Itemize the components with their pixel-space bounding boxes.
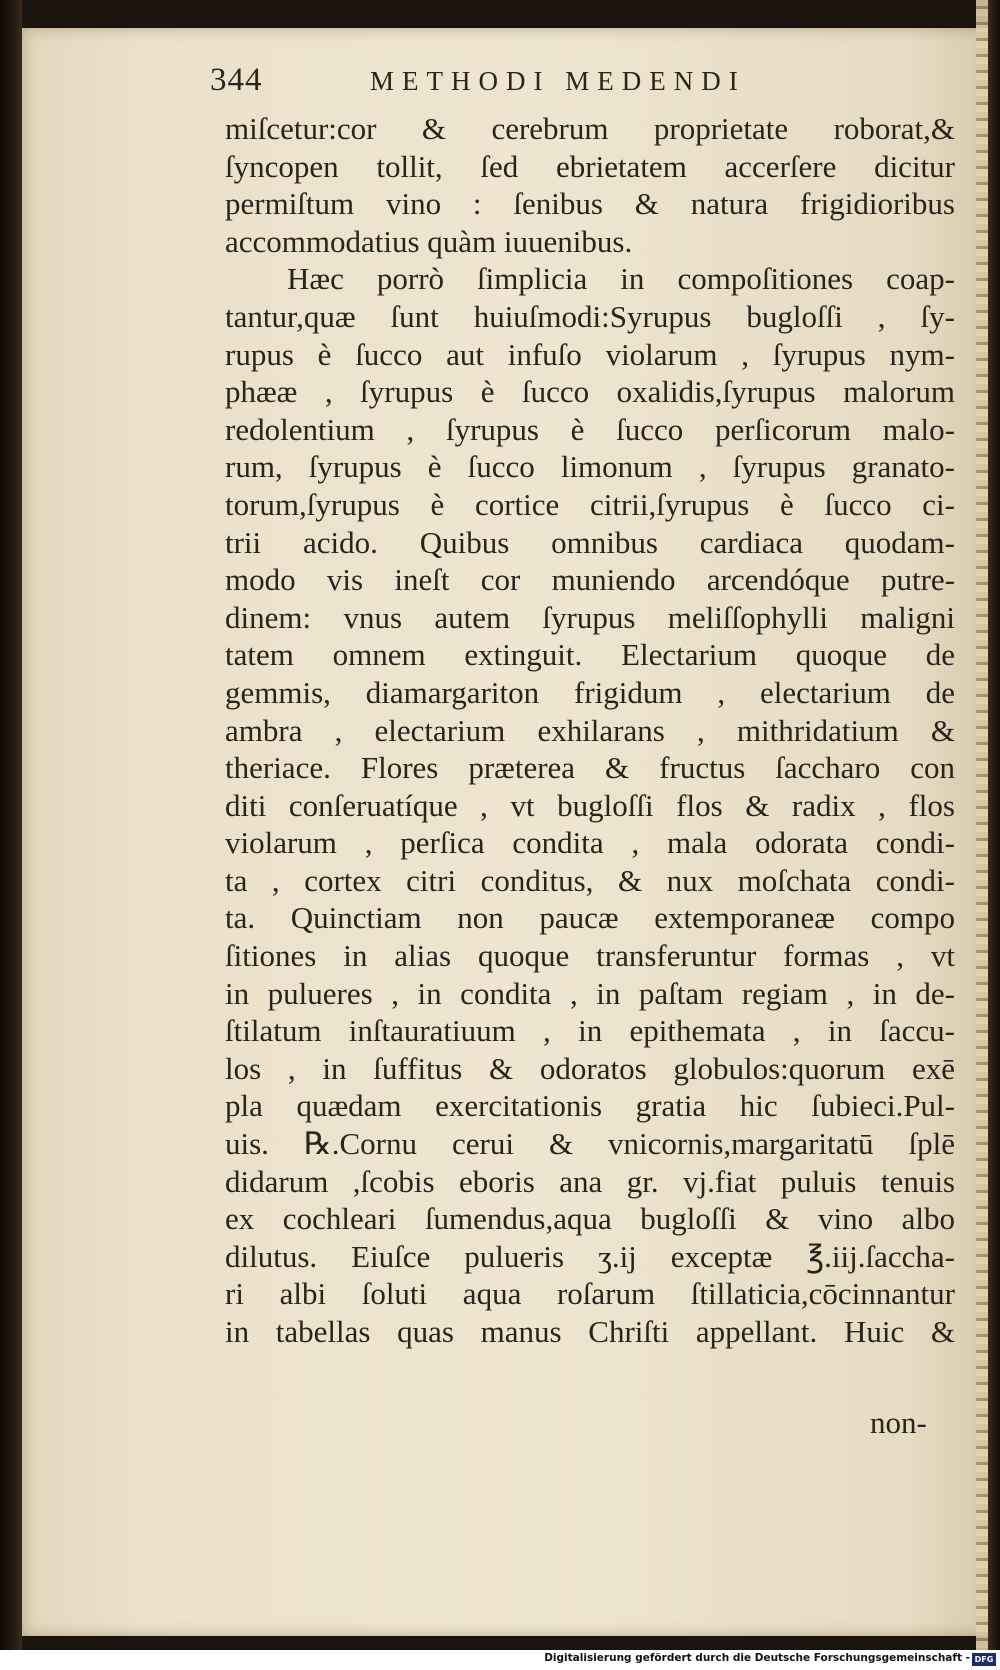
text-line: ta , cortex citri conditus, & nux moſchata condi-	[225, 862, 955, 898]
text-line: Hæc porrò ſimplicia in compoſitiones coap-	[287, 261, 955, 297]
text-line: ex cochleari ſumendus,aqua bugloſſi & vino albo	[225, 1201, 955, 1237]
book-spine	[988, 0, 1000, 1650]
text-line: permiſtum vino : ſenibus & natura frigidioribus	[225, 186, 955, 222]
catchword: non-	[870, 1405, 927, 1440]
text-line: miſcetur:cor & cerebrum proprietate roborat,&	[225, 111, 955, 146]
text-line: ſitiones in alias quoque transferuntur formas , vt	[225, 938, 955, 974]
text-line: rum, ſyrupus è ſucco limonum , ſyrupus granato-	[225, 449, 955, 485]
text-line: torum,ſyrupus è cortice citrii,ſyrupus è ſucco ci-	[225, 486, 955, 522]
text-line: ſtilatum inſtauratiuum , in epithemata , in ſaccu-	[225, 1013, 955, 1049]
page-number: 344	[210, 62, 263, 98]
text-line: theriace. Flores præterea & fructus ſaccharo con	[225, 750, 955, 786]
text-line: redolentium , ſyrupus è ſucco perſicorum malo-	[225, 411, 955, 447]
text-line: ambra , electarium exhilarans , mithridatium &	[225, 712, 955, 748]
book-board-edge	[0, 0, 22, 1650]
text-line: ri albi ſoluti aqua roſarum ſtillaticia,cōcinnantur	[225, 1276, 955, 1312]
text-line: in tabellas quas manus Chriſti appellant. Huic &	[225, 1314, 955, 1349]
running-head	[210, 62, 930, 112]
footer-bar	[0, 1650, 1000, 1670]
text-line: los , in ſuffitus & odoratos globulos:quorum exē	[225, 1050, 955, 1086]
text-line: in pulueres , in condita , in paſtam regiam , in de-	[225, 975, 955, 1011]
funding-credit: Digitalisierung gefördert durch die Deutsche Forschungsgemeinschaft -	[544, 1652, 970, 1664]
text-line: rupus è ſucco aut infuſo violarum , ſyrupus nym-	[225, 336, 955, 372]
text-line: violarum , perſica condita , mala odorata condi-	[225, 825, 955, 861]
text-line: didarum ,ſcobis eboris ana gr. vj.fiat puluis tenuis	[225, 1163, 955, 1199]
text-line: ſyncopen tollit, ſed ebrietatem accerſere dicitur	[225, 148, 955, 184]
text-line: dinem: vnus autem ſyrupus meliſſophylli maligni	[225, 599, 955, 635]
text-line: accommodatius quàm iuuenibus.	[225, 223, 633, 259]
text-line: pla quædam exercitationis gratia hic ſubieci.Pul-	[225, 1088, 955, 1124]
dfg-logo-icon: DFG	[972, 1653, 996, 1666]
text-line: phææ , ſyrupus è ſucco oxalidis,ſyrupus malorum	[225, 374, 955, 410]
text-line: modo vis ineſt cor muniendo arcendóque putre-	[225, 562, 955, 598]
text-line: diti conſeruatíque , vt bugloſſi flos & radix , flos	[225, 787, 955, 823]
text-line: tantur,quæ ſunt huiuſmodi:Syrupus bugloſſi , ſy-	[225, 298, 955, 334]
text-line: gemmis, diamargariton frigidum , electarium de	[225, 674, 955, 710]
text-line: uis. ℞.Cornu cerui & vnicornis,margaritatū ſplē	[225, 1126, 955, 1162]
text-line: trii acido. Quibus omnibus cardiaca quodam-	[225, 524, 955, 560]
text-line: ta. Quinctiam non paucæ extemporaneæ compo	[225, 900, 955, 936]
body-text	[225, 110, 955, 1351]
text-line: dilutus. Eiuſce pulueris ʒ.ij exceptæ ℥.iij.ſaccha-	[225, 1238, 955, 1274]
running-title: METHODI MEDENDI	[370, 66, 746, 96]
text-line: tatem omnem extinguit. Electarium quoque de	[225, 637, 955, 673]
